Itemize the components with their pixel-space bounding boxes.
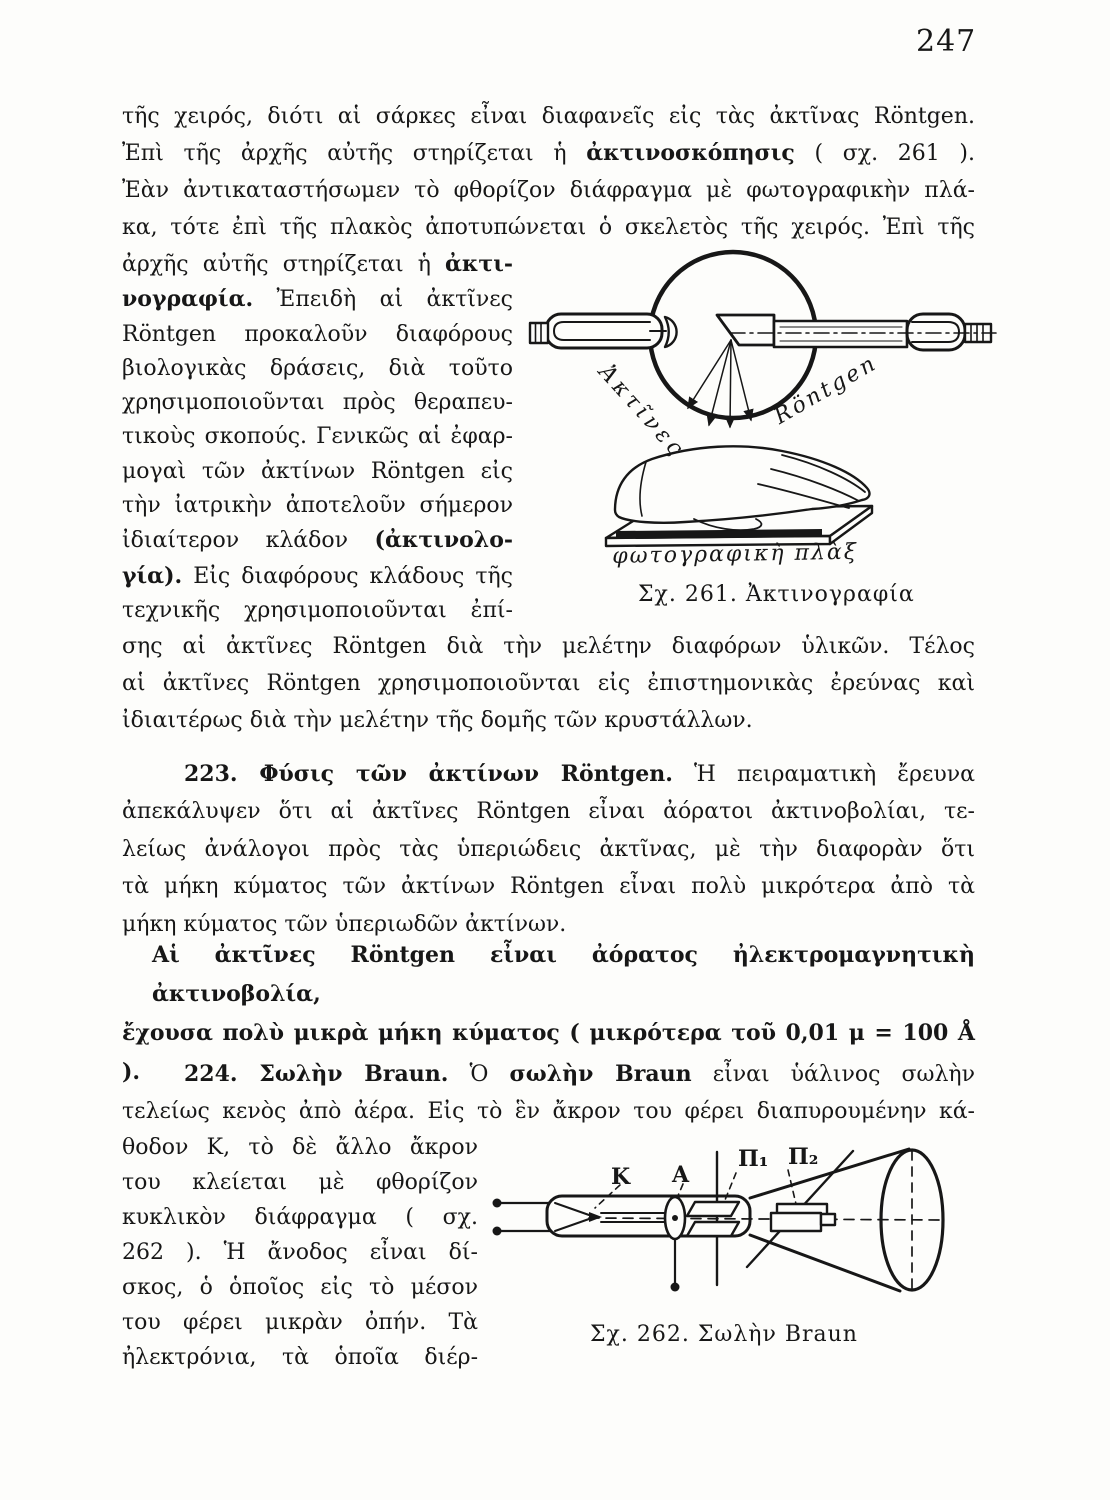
intro-paragraph [122, 98, 975, 246]
radiography-column [122, 247, 513, 628]
text-line: Ἐπὶ τῆς ἀρχῆς αὐτῆς στηρίζεται ἡ ἀκτινοσκόπησις ( σχ. 261 ). [122, 140, 975, 166]
deflection-plates-p2 [771, 1204, 835, 1231]
anticathode-target [717, 315, 774, 345]
text-line: ἔχουσα πολὺ μικρὰ μήκη κύματος ( μικρότερα τοῦ 0,01 μ = 100 Å ). [122, 1020, 975, 1085]
text-line: τικοὺς σκοπούς. Γενικῶς αἱ ἐφαρ- [122, 424, 513, 450]
text-line: 262 ). Ἡ ἄνοδος εἶναι δί- [122, 1240, 478, 1265]
text-line: τῆς χειρός, διότι αἱ σάρκες εἶναι διαφανεῖς εἰς τὰς ἀκτῖνας Röntgen. [122, 104, 975, 129]
section-heading-line: 224. Σωλὴν Braun. Ὁ σωλὴν Braun εἶναι ὑάλινος σωλὴν [184, 1061, 975, 1087]
text-line: νογραφία. Ἐπειδὴ αἱ ἀκτῖνες [122, 286, 513, 313]
text-line: ἰδιαίτερον κλάδον (ἀκτινολο- [122, 527, 513, 554]
cathode-cup [665, 317, 677, 347]
text-line: σης αἱ ἀκτῖνες Röntgen διὰ τὴν μελέτην διαφόρων ὑλικῶν. Τέλος [122, 634, 975, 659]
rays-handwritten-label: Ἀκτῖνες [593, 360, 691, 464]
anode-label: A [672, 1162, 690, 1188]
text-line: ἠλεκτρόνια, τὰ ὁποῖα διέρ- [122, 1345, 478, 1370]
text-line: κα, τότε ἐπὶ τῆς πλακὸς ἀποτυπώνεται ὁ σκελετὸς τῆς χειρός. Ἐπὶ τῆς [122, 215, 975, 240]
deflection-plate-upper [687, 1202, 739, 1216]
cathode-label: K [611, 1164, 631, 1190]
plate-handwritten-label: φωτογραφικὴ πλὰξ [612, 539, 859, 569]
text-line: του φέρει μικρὰν ὀπήν. Τὰ [122, 1310, 478, 1335]
text-line: ἰδιαιτέρως διὰ τὴν μελέτην τῆς δομῆς τῶν κρυστάλλων. [122, 708, 753, 733]
rontgen-handwritten-label: Röntgen [770, 350, 883, 430]
section-223 [122, 756, 975, 943]
deflection-plate-lower [687, 1222, 739, 1236]
braun-column [122, 1130, 478, 1375]
text-line: τὴν ἰατρικὴν ἀποτελοῦν σήμερον [122, 493, 513, 519]
text-line: Αἱ ἀκτῖνες Röntgen εἶναι ἀόρατος ἠλεκτρομαγνητικὴ ἀκτινοβολία, [152, 942, 975, 1007]
page-number: 247 [916, 24, 977, 59]
text-line: μήκη κύματος τῶν ὑπεριωδῶν ἀκτίνων. [122, 911, 567, 937]
xray-tube-figure [518, 242, 1012, 554]
text-line: λείως ἀνάλογοι πρὸς τὰς ὑπεριώδεις ἀκτῖνας, μὲ τὴν διαφορὰν ὅτι [122, 836, 975, 862]
section-heading-line: 223. Φύσις τῶν ἀκτίνων Röntgen. Ἡ πειραματικὴ ἔρευνα [184, 761, 975, 787]
text-line: σκος, ὁ ὁποῖος εἰς τὸ μέσον [122, 1275, 478, 1300]
text-line: τεχνικῆς χρησιμοποιοῦνται ἐπί- [122, 597, 513, 623]
text-line: χρησιμοποιοῦνται πρὸς θεραπευ- [122, 390, 513, 416]
text-line: του κλείεται μὲ φθορίζον [122, 1170, 478, 1195]
text-line: ἀρχῆς αὐτῆς στηρίζεται ἡ ἀκτι- [122, 251, 513, 277]
figure-262-caption: Σχ. 262. Σωλὴν Braun [590, 1322, 858, 1347]
text-line: κυκλικὸν διάφραγμα ( σχ. [122, 1205, 478, 1230]
xray-beams [688, 340, 751, 427]
text-line: Ἐὰν ἀντικαταστήσωμεν τὸ φθορίζον διάφραγμα μὲ φωτογραφικὴν πλά- [122, 178, 975, 203]
text-line: τὰ μήκη κύματος τῶν ἀκτίνων Röntgen εἶναι πολὺ μικρότερα ἀπὸ τὰ [122, 874, 975, 900]
plates-p2-label: Π₂ [788, 1144, 819, 1170]
text-line: αἱ ἀκτῖνες Röntgen χρησιμοποιοῦνται εἰς ἐπιστημονικὰς ἐρεύνας καὶ [122, 671, 975, 696]
text-line: γία). Εἰς διαφόρους κλάδους τῆς [122, 562, 513, 589]
text-line: Röntgen προκαλοῦν διαφόρους [122, 321, 513, 347]
text-line: θοδον Κ, τὸ δὲ ἄλλο ἄκρον [122, 1135, 478, 1160]
text-line: μογαὶ τῶν ἀκτίνων Röntgen εἰς [122, 458, 513, 484]
figure-261-caption: Σχ. 261. Ἀκτινογραφία [638, 582, 915, 607]
text-line: βιολογικὰς δράσεις, διὰ τοῦτο [122, 355, 513, 381]
text-line: τελείως κενὸς ἀπὸ ἀέρα. Εἰς τὸ ἓν ἄκρον του φέρει διαπυρουμένην κά- [122, 1099, 975, 1124]
section-224 [122, 1056, 975, 1130]
plates-p1-label: Π₁ [738, 1146, 769, 1172]
text-line: ἀπεκάλυψεν ὅτι αἱ ἀκτῖνες Röntgen εἶναι ἀόρατοι ἀκτινοβολίαι, τε- [122, 799, 975, 825]
continuation-paragraph [122, 628, 975, 739]
